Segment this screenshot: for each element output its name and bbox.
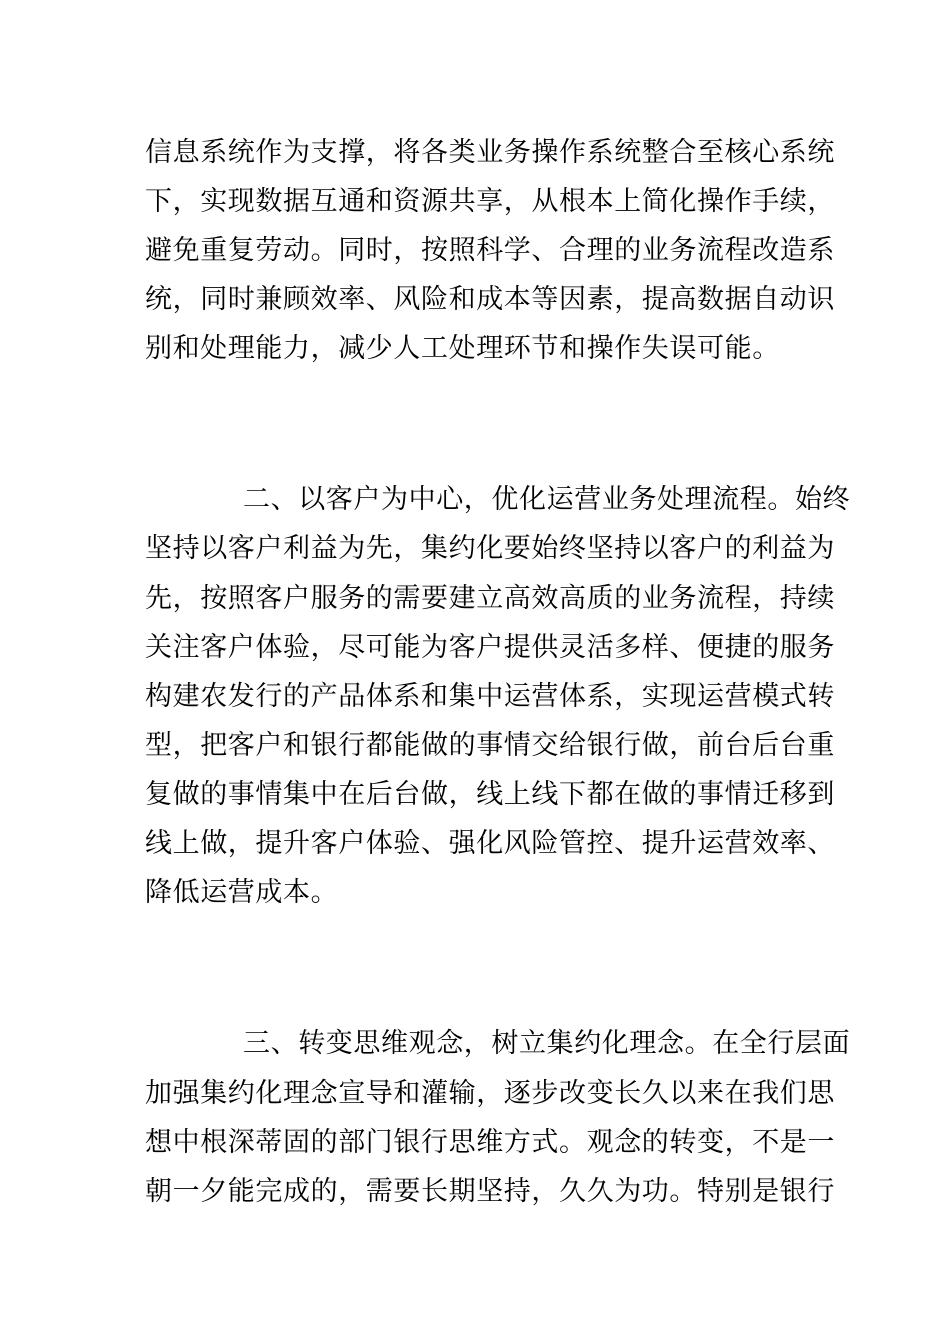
paragraph-line: 先，按照客户服务的需要建立高效高质的业务流程，持续 [145, 583, 835, 614]
paragraph-line: 下，实现数据互通和资源共享，从根本上简化操作手续， [145, 186, 835, 217]
paragraph-heading-line: 二、以客户为中心，优化运营业务处理流程。始终 [243, 484, 851, 515]
paragraph-line: 想中根深蒂固的部门银行思维方式。观念的转变，不是一 [145, 1127, 835, 1158]
paragraph-line: 型，把客户和银行都能做的事情交给银行做，前台后台重 [145, 730, 835, 761]
paragraph-line: 避免重复劳动。同时，按照科学、合理的业务流程改造系 [145, 235, 835, 266]
paragraph-line: 信息系统作为支撑，将各类业务操作系统整合至核心系统 [145, 137, 835, 168]
paragraph-line: 统，同时兼顾效率、风险和成本等因素，提高数据自动识 [145, 284, 835, 315]
paragraph-line: 线上做，提升客户体验、强化风险管控、提升运营效率、 [145, 828, 835, 859]
paragraph-line: 朝一夕能完成的，需要长期坚持，久久为功。特别是银行 [145, 1176, 835, 1207]
paragraph-line: 坚持以客户利益为先，集约化要始终坚持以客户的利益为 [145, 533, 835, 564]
paragraph-line: 加强集约化理念宣导和灌输，逐步改变长久以来在我们思 [145, 1078, 835, 1109]
paragraph-line: 复做的事情集中在后台做，线上线下都在做的事情迁移到 [145, 779, 835, 810]
paragraph-line: 关注客户体验，尽可能为客户提供灵活多样、便捷的服务 [145, 632, 835, 663]
paragraph-line: 降低运营成本。 [145, 877, 339, 908]
paragraph-heading-line: 三、转变思维观念，树立集约化理念。在全行层面 [243, 1028, 851, 1059]
paragraph-line: 构建农发行的产品体系和集中运营体系，实现运营模式转 [145, 681, 835, 712]
paragraph-line: 别和处理能力，减少人工处理环节和操作失误可能。 [145, 333, 780, 364]
